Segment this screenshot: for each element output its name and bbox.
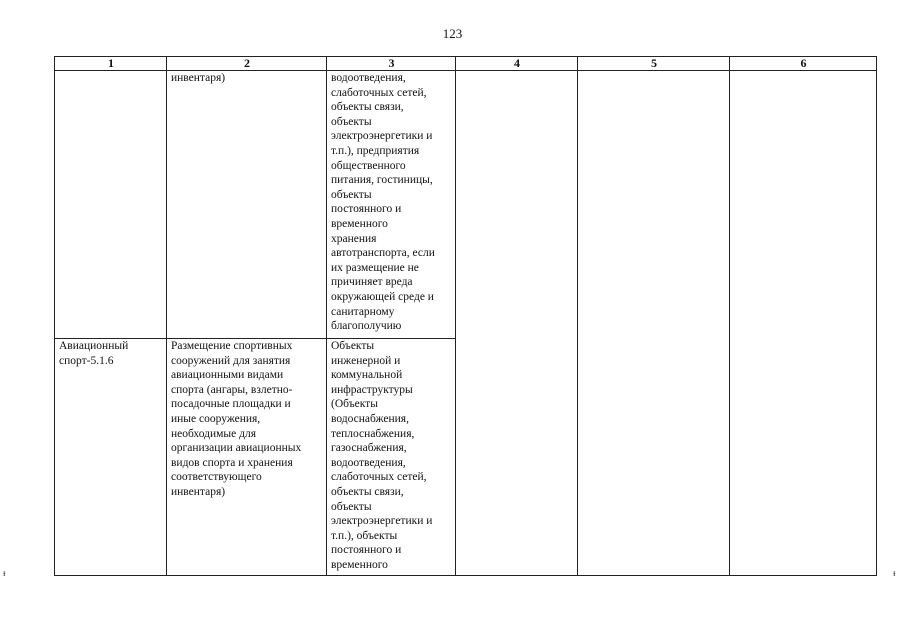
cell-text: инвентаря): [171, 72, 226, 84]
cell-text: водоотведения, слаботочных сетей, объекты связи, объекты электроэнергетики и т.п.), предприятия общественного питания, гостиницы, объекты постоянного и временного хранения автотранспорта, если их размещение не причиняет вреда окружающей среде и санитарному благополучию: [331, 72, 435, 333]
scan-edge-mark-left: ᵻ: [3, 568, 6, 578]
table-header-row: [55, 57, 877, 71]
table-cell: [578, 71, 730, 576]
table-cell: [55, 71, 167, 339]
page-number: 123: [442, 26, 463, 41]
land-use-table: [54, 56, 877, 576]
table-cell: [327, 71, 456, 339]
column-header-4: 4: [456, 57, 578, 71]
table-cell: [730, 71, 877, 576]
table-cell: [167, 71, 327, 339]
column-header-3: 3: [327, 57, 456, 71]
table-row: [55, 71, 877, 339]
table-cell: [167, 339, 327, 576]
column-header-5: 5: [578, 57, 730, 71]
column-header-1: 1: [55, 57, 167, 71]
scan-edge-mark-right: ᵻ: [893, 568, 896, 578]
cell-text: Размещение спортивных сооружений для занятия авиационными видами спорта (ангары, взлетно- посадочные площадки и иные сооружения, необходимые для организации авиационных видов спорта и хранения соответствующего инвентаря): [171, 340, 302, 498]
cell-text: Объекты инженерной и коммунальной инфраструктуры (Объекты водоснабжения, теплоснабжения, газоснабжения, водоотведения, слаботочных сетей, объекты связи, объекты электроэнергетики и т.п.), объекты постоянного и временного: [331, 340, 433, 571]
table-cell: [327, 339, 456, 576]
cell-text: Авиационный спорт-5.1.6: [59, 340, 129, 367]
table-cell: [55, 339, 167, 576]
column-header-2: 2: [167, 57, 327, 71]
table-cell: [456, 71, 578, 576]
column-header-6: 6: [730, 57, 877, 71]
